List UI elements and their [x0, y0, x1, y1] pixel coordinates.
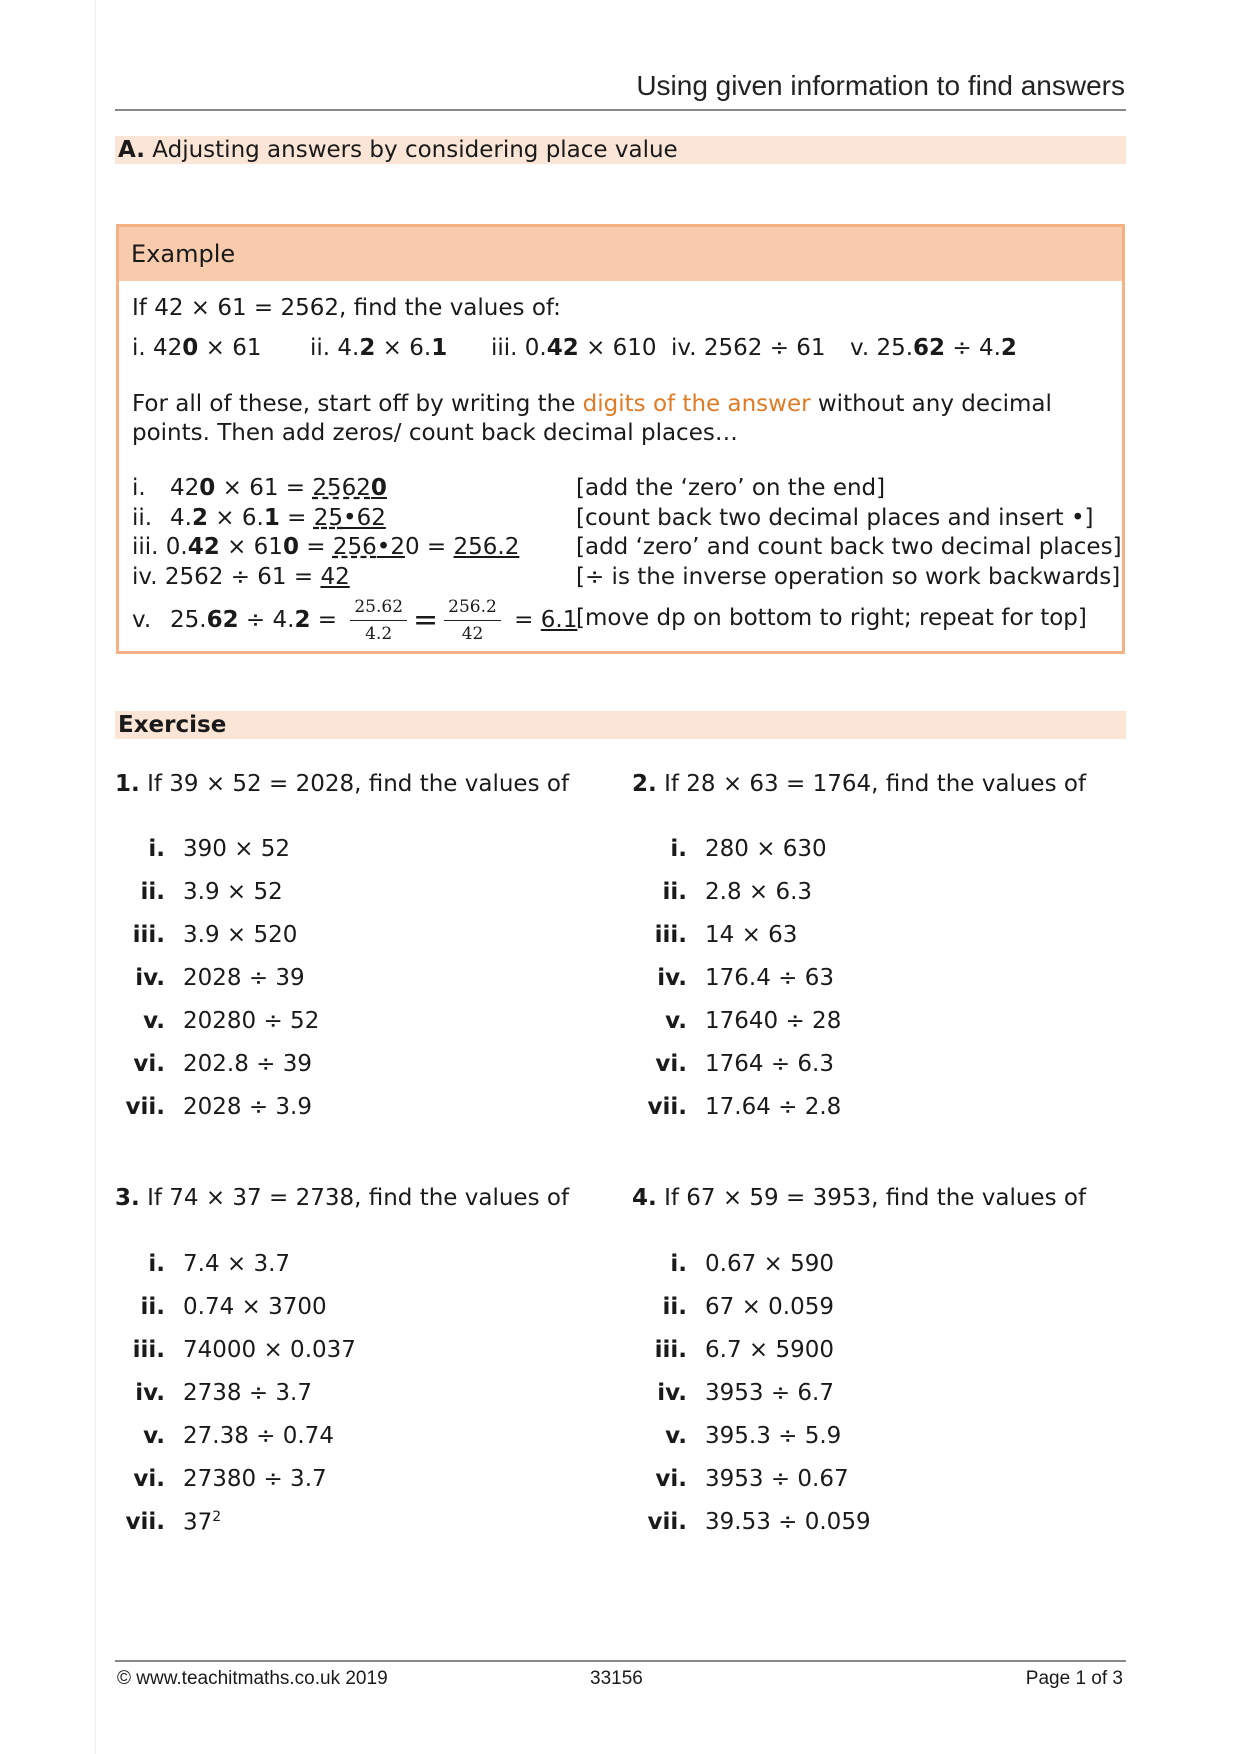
example-part: iii. 0.42 × 610 [491, 335, 657, 361]
item-number: vii. [647, 1509, 687, 1535]
solution-note: [move dp on bottom to right; repeat for top] [576, 605, 1087, 631]
item-number: i. [148, 1251, 165, 1277]
item-expression: 6.7 × 5900 [705, 1337, 835, 1363]
item-expression: 27.38 ÷ 0.74 [183, 1423, 334, 1449]
example-explanation: For all of these, start off by writing the digits of the answer without any decimal [132, 391, 1052, 417]
solution-note: [add ‘zero’ and count back two decimal places] [576, 534, 1122, 560]
item-expression: $37^2$ [183, 1509, 222, 1536]
item-expression: 27380 ÷ 3.7 [183, 1466, 327, 1492]
section-title: Adjusting answers by considering place value [152, 137, 678, 163]
exercise-heading: Exercise [115, 711, 1126, 739]
item-number: iv. [657, 1380, 687, 1406]
item-expression: 2.8 × 6.3 [705, 879, 813, 905]
item-number: vi. [133, 1051, 165, 1077]
example-parts [132, 335, 1112, 365]
question-heading: 3. If 74 × 37 = 2738, find the values of [115, 1185, 570, 1211]
item-expression: 3953 ÷ 0.67 [705, 1466, 849, 1492]
item-number: vii. [125, 1094, 165, 1120]
item-expression: 1764 ÷ 6.3 [705, 1051, 835, 1077]
section-a-heading [115, 136, 1126, 164]
item-expression: 202.8 ÷ 39 [183, 1051, 313, 1077]
item-expression: 39.53 ÷ 0.059 [705, 1509, 871, 1535]
item-expression: 0.67 × 590 [705, 1251, 835, 1277]
section-letter: A. [118, 137, 145, 163]
item-expression: 74000 × 0.037 [183, 1337, 356, 1363]
item-number: i. [670, 1251, 687, 1277]
item-expression: 67 × 0.059 [705, 1294, 835, 1320]
item-number: iii. [132, 922, 165, 948]
item-number: ii. [662, 879, 687, 905]
item-number: iv. [657, 965, 687, 991]
item-number: iii. [132, 1337, 165, 1363]
solution-note: [add the ‘zero’ on the end] [576, 475, 886, 501]
solution-line: iv. 2562 ÷ 61 = 42 [132, 564, 350, 590]
fraction: $\frac{25.62}{4.2}$ [350, 597, 407, 644]
footer-copyright: © www.teachitmaths.co.uk 2019 [117, 1668, 388, 1689]
item-expression: 280 × 630 [705, 836, 827, 862]
item-number: ii. [140, 879, 165, 905]
question-heading: 2. If 28 × 63 = 1764, find the values of [632, 771, 1087, 797]
footer-page-number: Page 1 of 3 [1025, 1668, 1123, 1689]
item-expression: 0.74 × 3700 [183, 1294, 327, 1320]
item-expression: 3.9 × 52 [183, 879, 283, 905]
item-number: vi. [133, 1466, 165, 1492]
item-number: v. [665, 1008, 687, 1034]
footer-divider [115, 1660, 1126, 1662]
example-explanation-2: points. Then add zeros/ count back decimal places… [132, 420, 738, 446]
item-expression: 2028 ÷ 39 [183, 965, 305, 991]
item-expression: 390 × 52 [183, 836, 291, 862]
superscript: 2 [212, 1509, 222, 1525]
item-number: i. [148, 836, 165, 862]
page-edge [95, 0, 96, 1754]
item-expression: 3953 ÷ 6.7 [705, 1380, 835, 1406]
footer-code: 33156 [590, 1668, 643, 1689]
item-number: iii. [654, 1337, 687, 1363]
title-divider [115, 109, 1126, 111]
item-expression: 20280 ÷ 52 [183, 1008, 320, 1034]
item-number: ii. [140, 1294, 165, 1320]
item-number: v. [665, 1423, 687, 1449]
item-number: vi. [655, 1051, 687, 1077]
item-number: v. [143, 1008, 165, 1034]
item-expression: 2738 ÷ 3.7 [183, 1380, 313, 1406]
solution-line: ii. 4.2 × 6.1 = 25•62 [132, 505, 386, 531]
fraction: $\frac{256.2}{42}$ [444, 597, 501, 644]
item-expression: 17640 ÷ 28 [705, 1008, 842, 1034]
solution-line: i. 420 × 61 = 25620 [132, 475, 387, 501]
item-number: vi. [655, 1466, 687, 1492]
item-number: ii. [662, 1294, 687, 1320]
example-heading: Example [119, 227, 1122, 281]
example-box [116, 224, 1125, 654]
item-expression: 395.3 ÷ 5.9 [705, 1423, 842, 1449]
item-expression: 3.9 × 520 [183, 922, 298, 948]
item-expression: 7.4 × 3.7 [183, 1251, 291, 1277]
example-part: ii. 4.2 × 6.1 [310, 335, 448, 361]
solution-line: v. 25.62 ÷ 4.2 = $\frac{25.62}{4.2}$ = $\frac{256.2}{42}$ = 6.1 [132, 597, 578, 644]
highlight-text: digits of the answer [582, 391, 811, 417]
solution-line: iii. 0.42 × 610 = 256•20 = 256.2 [132, 534, 520, 560]
question-heading: 4. If 67 × 59 = 3953, find the values of [632, 1185, 1087, 1211]
item-number: iv. [135, 1380, 165, 1406]
item-expression: 14 × 63 [705, 922, 798, 948]
page-title: Using given information to find answers [636, 70, 1125, 101]
example-part: iv. 2562 ÷ 61 [671, 335, 826, 361]
item-number: iv. [135, 965, 165, 991]
item-number: v. [143, 1423, 165, 1449]
item-number: vii. [125, 1509, 165, 1535]
example-prompt: If 42 × 61 = 2562, find the values of: [132, 295, 561, 321]
item-expression: 176.4 ÷ 63 [705, 965, 835, 991]
item-number: iii. [654, 922, 687, 948]
solution-note: [count back two decimal places and insert •] [576, 505, 1094, 531]
item-number: i. [670, 836, 687, 862]
item-expression: 2028 ÷ 3.9 [183, 1094, 313, 1120]
question-heading: 1. If 39 × 52 = 2028, find the values of [115, 771, 570, 797]
example-part: v. 25.62 ÷ 4.2 [850, 335, 1017, 361]
item-expression: 17.64 ÷ 2.8 [705, 1094, 842, 1120]
solution-note: [÷ is the inverse operation so work backwards] [576, 564, 1121, 590]
item-number: vii. [647, 1094, 687, 1120]
example-part: i. 420 × 61 [132, 335, 262, 361]
